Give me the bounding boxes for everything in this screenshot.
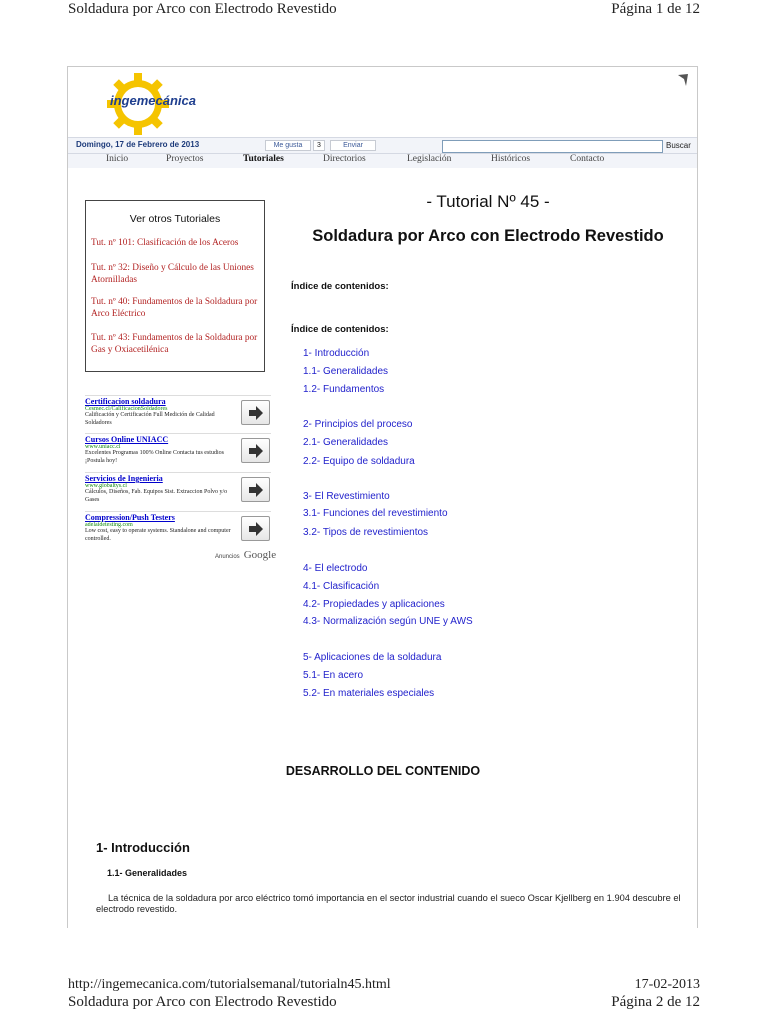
other-tutorials-title: Ver otros Tutoriales xyxy=(129,213,221,225)
nav-item-inicio[interactable]: Inicio xyxy=(106,154,129,164)
nav-item-historicos[interactable]: Históricos xyxy=(491,154,531,164)
print-header-title: Soldadura por Arco con Electrodo Revestido xyxy=(68,1,337,17)
ad-arrow-button[interactable] xyxy=(241,477,270,502)
toc-link[interactable]: 3.1- Funciones del revestimiento xyxy=(303,508,448,519)
ad-description: Excelentes Programas 100% Online Contacta tus estudios ¡Postula hoy! xyxy=(85,450,224,464)
ad-item[interactable] xyxy=(85,511,271,549)
ads-by-google[interactable] xyxy=(215,545,276,563)
ad-description: Calificación y Certificación Full Medición de Calidad Soldadores xyxy=(85,412,215,426)
ad-title[interactable]: Servicios de Ingenieria xyxy=(85,474,163,483)
tutorial-link[interactable]: Tut. nº 101: Clasificación de los Aceros xyxy=(91,238,239,248)
ad-arrow-button[interactable] xyxy=(241,438,270,463)
print-footer-url: http://ingemecanica.com/tutorialsemanal/tutorialn45.html xyxy=(68,977,391,992)
web-page-frame xyxy=(67,66,698,928)
ad-item[interactable] xyxy=(85,472,271,510)
ad-url[interactable]: www.uniacc.cl xyxy=(85,444,121,450)
index-heading: Índice de contenidos: xyxy=(291,281,389,292)
site-logo[interactable] xyxy=(104,73,214,135)
toc-link[interactable]: 3- El Revestimiento xyxy=(303,491,390,502)
print-footer-title: Soldadura por Arco con Electrodo Revestido xyxy=(68,994,337,1010)
toc-link[interactable]: 4.2- Propiedades y aplicaciones xyxy=(303,599,445,610)
arrow-right-icon xyxy=(248,406,264,420)
tutorial-number: - Tutorial Nº 45 - xyxy=(426,192,550,211)
development-title: DESARROLLO DEL CONTENIDO xyxy=(285,764,481,778)
nav-item-tutoriales[interactable]: Tutoriales xyxy=(243,154,284,164)
intro-paragraph: La técnica de la soldadura por arco eléctrico tomó importancia en el sector industrial cuando el sueco Oscar Kjellberg en 1.904 descubre el electrodo revestido. xyxy=(96,893,681,914)
tutorial-link[interactable]: Tut. nº 43: Fundamentos de la Soldadura por Gas y Oxiacetilénica xyxy=(91,333,258,355)
print-header-page: Página 1 de 12 xyxy=(611,1,700,17)
toc-link[interactable]: 4- El electrodo xyxy=(303,563,368,574)
index-heading: Índice de contenidos: xyxy=(291,324,389,335)
arrow-right-icon xyxy=(248,444,264,458)
nav-item-legislacion[interactable]: Legislación xyxy=(407,154,452,164)
ad-title[interactable]: Cursos Online UNIACC xyxy=(85,435,169,444)
toc-link[interactable]: 2.2- Equipo de soldadura xyxy=(303,456,415,467)
print-icon[interactable] xyxy=(677,73,689,87)
nav-item-proyectos[interactable]: Proyectos xyxy=(166,154,204,164)
tutorial-link[interactable]: Tut. nº 40: Fundamentos de la Soldadura por Arco Eléctrico xyxy=(91,297,258,319)
toc-link[interactable]: 2.1- Generalidades xyxy=(303,437,389,448)
like-count: 3 xyxy=(313,140,325,151)
ad-description: Low cost, easy to operate systems. Standalone and computer controlled. xyxy=(85,528,231,542)
ad-item[interactable] xyxy=(85,395,271,433)
print-footer-date: 17-02-2013 xyxy=(634,977,700,992)
ads-label: Anuncios xyxy=(215,554,240,560)
print-footer-page: Página 2 de 12 xyxy=(611,994,700,1010)
toc-link[interactable]: 5.2- En materiales especiales xyxy=(303,688,435,699)
toc-link[interactable]: 2- Principios del proceso xyxy=(303,419,413,430)
section-title: 1- Introducción xyxy=(96,840,190,855)
logo-text: ingemecánica xyxy=(110,93,196,108)
ad-description: Cálculos, Diseños, Fab. Equipos Sist. Extraccion Polvo y/o Gases xyxy=(85,489,228,503)
other-tutorials-box xyxy=(85,200,265,372)
toc-link[interactable]: 4.3- Normalización según UNE y AWS xyxy=(303,616,473,627)
arrow-right-icon xyxy=(248,483,264,497)
search-button[interactable]: Buscar xyxy=(666,141,691,150)
toc-link[interactable]: 1.1- Generalidades xyxy=(303,366,389,377)
nav-item-contacto[interactable]: Contacto xyxy=(570,154,605,164)
ad-arrow-button[interactable] xyxy=(241,400,270,425)
search-input[interactable] xyxy=(442,140,663,153)
date-bar xyxy=(68,137,697,154)
toc-link[interactable]: 4.1- Clasificación xyxy=(303,581,380,592)
google-logo: Google xyxy=(243,549,277,561)
ad-item[interactable] xyxy=(85,433,271,471)
ad-url[interactable]: Cesmec.cl/CalificacionSoldadores xyxy=(85,406,168,412)
subsection-title: 1.1- Generalidades xyxy=(107,868,188,878)
ad-title[interactable]: Certificacion soldadura xyxy=(85,397,166,406)
nav-item-directorios[interactable]: Directorios xyxy=(323,154,366,164)
tutorial-link[interactable]: Tut. nº 32: Diseño y Cálculo de las Uniones Atornilladas xyxy=(91,263,254,285)
send-button[interactable]: Enviar xyxy=(330,140,376,151)
page-title: Soldadura por Arco con Electrodo Revestido xyxy=(312,227,664,245)
ad-title[interactable]: Compression/Push Testers xyxy=(85,513,175,522)
toc-link[interactable]: 1.2- Fundamentos xyxy=(303,384,385,395)
arrow-right-icon xyxy=(248,522,264,536)
ad-url[interactable]: adelaidetesting.com xyxy=(85,522,133,528)
like-button[interactable]: Me gusta xyxy=(265,140,311,151)
toc-link[interactable]: 5.1- En acero xyxy=(303,670,364,681)
print-footer xyxy=(0,977,768,1017)
ad-url[interactable]: www.globaltys.cl xyxy=(85,483,127,489)
print-header xyxy=(0,0,768,20)
ad-arrow-button[interactable] xyxy=(241,516,270,541)
main-nav xyxy=(68,154,697,168)
current-date: Domingo, 17 de Febrero de 2013 xyxy=(76,140,200,149)
toc-link[interactable]: 3.2- Tipos de revestimientos xyxy=(303,527,429,538)
toc-link[interactable]: 5- Aplicaciones de la soldadura xyxy=(303,652,442,663)
toc-link[interactable]: 1- Introducción xyxy=(303,348,370,359)
